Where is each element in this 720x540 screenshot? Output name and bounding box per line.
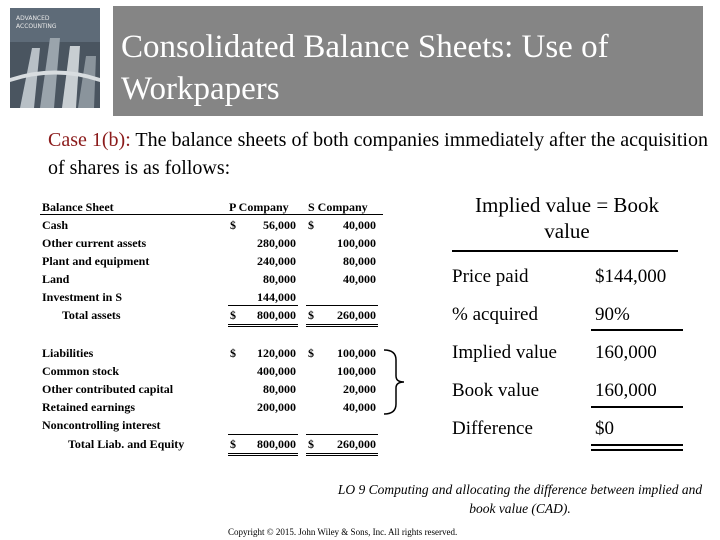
p-currency: $	[230, 346, 236, 360]
book-cover-image	[10, 8, 100, 108]
s-currency: $	[308, 308, 314, 322]
implied-value-title: Implied value = Book value	[475, 193, 659, 243]
total-rule-s-2	[306, 453, 378, 456]
row-label: Total assets	[62, 308, 121, 322]
s-value: 40,000	[343, 218, 376, 232]
row-label: Land	[42, 272, 70, 286]
cover-line-2: ACCOUNTING	[16, 23, 57, 30]
row-label: Other current assets	[42, 236, 147, 250]
copyright-notice: Copyright © 2015. John Wiley & Sons, Inc. All rights reserved.	[228, 527, 458, 537]
total-rule-p	[228, 324, 298, 327]
s-value: 100,000	[337, 364, 376, 378]
row-label: Investment in S	[42, 290, 123, 304]
p-value: 800,000	[257, 437, 296, 451]
item-label: Implied value	[452, 342, 557, 363]
learning-objective: LO 9 Computing and allocating the difference between implied and book value (CAD).	[337, 482, 703, 516]
item-value: $0	[595, 418, 614, 439]
s-value: 40,000	[343, 272, 376, 286]
equity-brace-icon	[382, 348, 406, 421]
row-label: Liabilities	[42, 346, 94, 360]
p-value: 56,000	[263, 218, 296, 232]
item-label: Price paid	[452, 266, 529, 287]
row-label: Plant and equipment	[42, 254, 150, 268]
table-row	[40, 362, 385, 380]
row-label: Other contributed capital	[42, 382, 174, 396]
s-currency: $	[308, 346, 314, 360]
item-value: 160,000	[595, 342, 657, 363]
s-value: 260,000	[337, 437, 376, 451]
underline-percent	[591, 329, 683, 331]
double-underline-difference-top	[591, 444, 683, 446]
book-cover-art	[10, 8, 100, 108]
header-rule	[40, 214, 383, 215]
row-label: Cash	[42, 218, 69, 232]
row-label: Total Liab. and Equity	[68, 437, 185, 451]
case-label: Case 1(b):	[48, 129, 131, 151]
header-p-company: P Company	[229, 200, 289, 214]
header-s-company: S Company	[308, 200, 368, 214]
table-row	[40, 398, 385, 416]
table-row	[40, 216, 385, 234]
s-value: 40,000	[343, 400, 376, 414]
s-value: 260,000	[337, 308, 376, 322]
total-rule-p-2	[228, 453, 298, 456]
table-row	[40, 234, 385, 252]
item-value: $144,000	[595, 266, 667, 287]
table-row	[40, 344, 385, 362]
double-underline-difference-bottom	[591, 449, 683, 451]
item-label: Book value	[452, 380, 540, 401]
p-value: 800,000	[257, 308, 296, 322]
total-rule-s	[306, 324, 378, 327]
p-value: 80,000	[263, 272, 296, 286]
slide-title: Consolidated Balance Sheets: Use of Workpapers	[121, 29, 609, 107]
s-currency: $	[308, 437, 314, 451]
p-currency: $	[230, 308, 236, 322]
table-row-total-assets	[40, 306, 385, 324]
row-label: Noncontrolling interest	[42, 418, 161, 432]
item-label: % acquired	[452, 304, 538, 325]
p-currency: $	[230, 437, 236, 451]
list-item-price-paid	[452, 266, 692, 296]
table-row	[40, 270, 385, 288]
list-item-implied-value	[452, 342, 692, 372]
p-currency: $	[230, 218, 236, 232]
table-row	[40, 288, 385, 306]
p-value: 280,000	[257, 236, 296, 250]
s-value: 20,000	[343, 382, 376, 396]
p-value: 80,000	[263, 382, 296, 396]
s-value: 80,000	[343, 254, 376, 268]
s-value: 100,000	[337, 236, 376, 250]
row-label: Retained earnings	[42, 400, 135, 414]
table-row	[40, 380, 385, 398]
case-body: The balance sheets of both companies immediately after the acquisition of shares is as follows:	[48, 129, 708, 179]
cover-line-1: ADVANCED	[16, 15, 50, 22]
case-description	[48, 126, 708, 182]
item-label: Difference	[452, 418, 533, 439]
p-value: 240,000	[257, 254, 296, 268]
p-value: 200,000	[257, 400, 296, 414]
table-row	[40, 416, 385, 434]
p-value: 120,000	[257, 346, 296, 360]
row-label: Common stock	[42, 364, 119, 378]
underline-book-value	[591, 406, 683, 408]
table-row-total-liab-equity	[40, 435, 385, 453]
item-value: 160,000	[595, 380, 657, 401]
p-value: 400,000	[257, 364, 296, 378]
s-value: 100,000	[337, 346, 376, 360]
item-value: 90%	[595, 304, 630, 325]
table-row	[40, 252, 385, 270]
s-currency: $	[308, 218, 314, 232]
p-value: 144,000	[257, 290, 296, 304]
header-balance-sheet: Balance Sheet	[42, 200, 114, 214]
implied-value-title-rule	[452, 250, 678, 252]
